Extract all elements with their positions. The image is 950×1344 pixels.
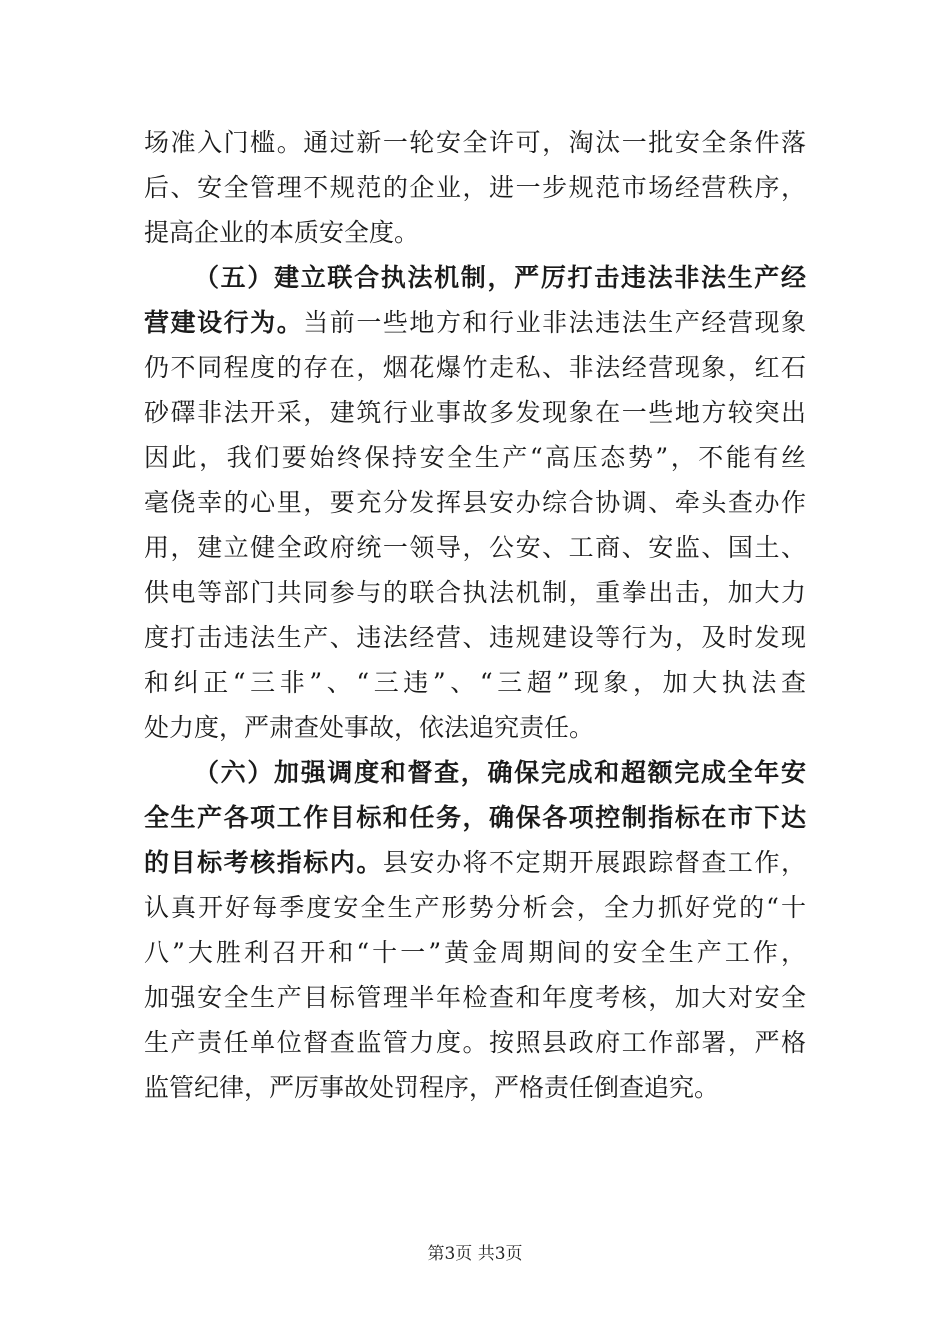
text-line (144, 930, 806, 975)
text-line (144, 660, 806, 705)
text-line (144, 750, 806, 795)
text-line (144, 210, 806, 255)
text-line (144, 975, 806, 1020)
text-run: 后、安全管理不规范的企业，进一步规范市场经营秩序， (144, 173, 806, 202)
text-line (144, 300, 806, 345)
text-line (144, 885, 806, 930)
bold-text-run: 的目标考核指标内。 (144, 848, 383, 877)
text-line (144, 570, 806, 615)
text-line (144, 165, 806, 210)
text-run: 因此，我们要始终保持安全生产“高压态势”，不能有丝 (144, 443, 806, 472)
text-line (144, 435, 806, 480)
text-line (144, 525, 806, 570)
bold-text-run: （六）加强调度和督查，确保完成和超额完成全年安 (194, 758, 806, 787)
text-run: 仍不同程度的存在，烟花爆竹走私、非法经营现象，红石 (144, 353, 806, 382)
text-run: 生产责任单位督查监管力度。按照县政府工作部署，严格 (144, 1028, 806, 1057)
bold-text-run: 营建设行为。 (144, 308, 304, 337)
text-run: 提高企业的本质安全度。 (144, 218, 420, 247)
text-run: 当前一些地方和行业非法违法生产经营现象 (303, 308, 806, 337)
text-line (144, 705, 806, 750)
text-line (144, 1065, 806, 1110)
text-line (144, 120, 806, 165)
text-run: 认真开好每季度安全生产形势分析会，全力抓好党的“十 (144, 893, 806, 922)
text-line (144, 345, 806, 390)
text-run: 供电等部门共同参与的联合执法机制，重拳出击，加大力 (144, 578, 806, 607)
text-run: 县安办将不定期开展跟踪督查工作， (382, 848, 806, 877)
document-body (144, 120, 806, 1110)
bold-text-run: 全生产各项工作目标和任务，确保各项控制指标在市下达 (144, 803, 806, 832)
text-run: 度打击违法生产、违法经营、违规建设等行为，及时发现 (144, 623, 806, 652)
text-line (144, 840, 806, 885)
text-run: 八”大胜利召开和“十一”黄金周期间的安全生产工作， (144, 938, 806, 967)
text-line (144, 795, 806, 840)
text-line (144, 390, 806, 435)
text-run: 和纠正“三非”、“三违”、“三超”现象，加大执法查 (144, 668, 806, 697)
text-run: 毫侥幸的心里，要充分发挥县安办综合协调、牵头查办作 (144, 488, 806, 517)
text-run: 加强安全生产目标管理半年检查和年度考核，加大对安全 (144, 983, 806, 1012)
text-line (144, 615, 806, 660)
page-footer: 第3页 共3页 (427, 1244, 523, 1264)
text-run: 用，建立健全政府统一领导，公安、工商、安监、国土、 (144, 533, 806, 562)
text-run: 场准入门槛。通过新一轮安全许可，淘汰一批安全条件落 (144, 128, 806, 157)
bold-text-run: （五）建立联合执法机制，严厉打击违法非法生产经 (194, 263, 806, 292)
text-run: 处力度，严肃查处事故，依法追究责任。 (144, 713, 595, 742)
text-line (144, 1020, 806, 1065)
text-run: 监管纪律，严厉事故处罚程序，严格责任倒查追究。 (144, 1073, 720, 1102)
text-line (144, 480, 806, 525)
text-line (144, 255, 806, 300)
text-run: 砂礋非法开采，建筑行业事故多发现象在一些地方较突出 (144, 398, 806, 427)
